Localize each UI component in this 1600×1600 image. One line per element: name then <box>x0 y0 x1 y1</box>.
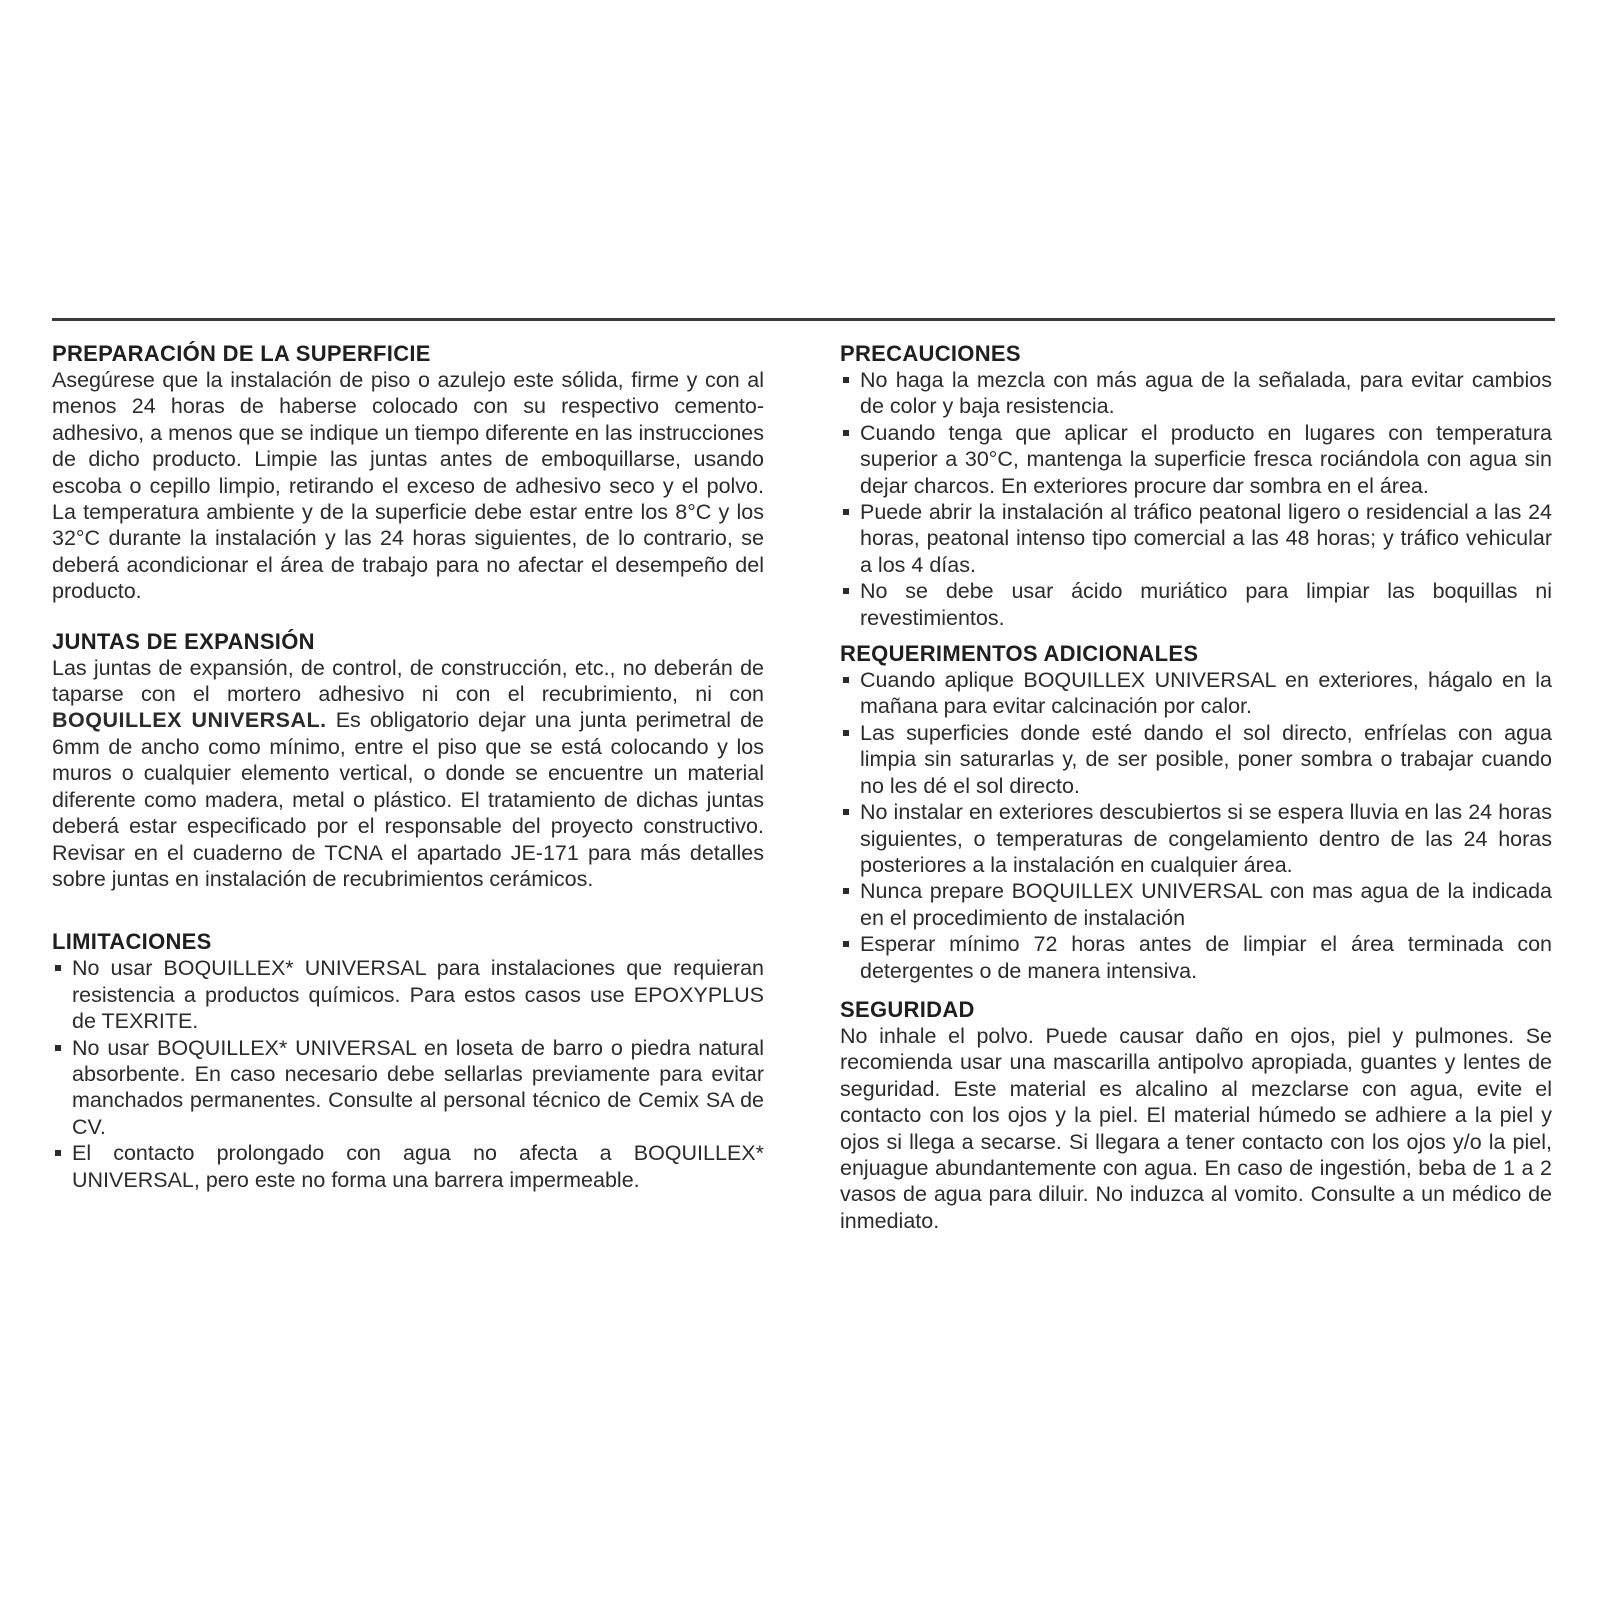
section-juntas <box>52 628 764 893</box>
section-text: Asegúrese que la instalación de piso o azulejo este sólida, firme y con al menos 24 horas de haberse colocado con su respectivo cemento- adhesivo, a menos que se indique un tiempo diferente en las instrucciones de dicho producto. Limpie las juntas antes de emboquillarse, usando escoba o cepillo limpio, retirando el exceso de adhesivo seco y el polvo. La temperatura ambiente y de la superficie debe estar entre los 8°C y los 32°C durante la instalación y las 24 horas siguientes, de lo contrario, se deberá acondicionar el área de trabajo para no afectar el desempeño del producto. <box>52 368 764 604</box>
section-text <box>52 655 764 893</box>
section-limitaciones <box>52 928 764 1193</box>
top-divider-line <box>52 318 1555 321</box>
list-item: Esperar mínimo 72 horas antes de limpiar el área terminada con detergentes o de manera intensiva. <box>840 931 1552 984</box>
list-item: No haga la mezcla con más agua de la señalada, para evitar cambios de color y baja resistencia. <box>840 367 1552 420</box>
list-item: No se debe usar ácido muriático para limpiar las boquillas ni revestimientos. <box>840 578 1552 631</box>
list-item: Las superficies donde esté dando el sol directo, enfríelas con agua limpia sin saturarlas y, de ser posible, poner sombra o trabajar cuando no les dé el sol directo. <box>840 720 1552 799</box>
list-item: No usar BOQUILLEX* UNIVERSAL para instalaciones que requieran resistencia a productos químicos. Para estos casos use EPOXYPLUS de TEXRITE. <box>52 955 764 1034</box>
list-item: Cuando aplique BOQUILLEX UNIVERSAL en exteriores, hágalo en la mañana para evitar calcinación por calor. <box>840 667 1552 720</box>
section-preparacion <box>52 340 764 605</box>
list-item: No usar BOQUILLEX* UNIVERSAL en loseta de barro o piedra natural absorbente. En caso necesario debe sellarlas previamente para evitar manchados permanentes. Consulte al personal técnico de Cemix SA de CV. <box>52 1035 764 1141</box>
list-item: Cuando tenga que aplicar el producto en lugares con temperatura superior a 30°C, mantenga la superficie fresca rociándola con agua sin dejar charcos. En exteriores procure dar sombra en el área. <box>840 420 1552 499</box>
list-item: No instalar en exteriores descubiertos si se espera lluvia en las 24 horas siguientes, o temperaturas de congelamiento dentro de las 24 horas posteriores a la instalación en cualquier área. <box>840 799 1552 878</box>
left-column <box>52 340 764 1193</box>
list-item: Nunca prepare BOQUILLEX UNIVERSAL con mas agua de la indicada en el procedimiento de instalación <box>840 878 1552 931</box>
product-name: BOQUILLEX UNIVERSAL. <box>52 708 327 733</box>
section-title: PREPARACIÓN DE LA SUPERFICIE <box>52 341 431 366</box>
list-item: El contacto prolongado con agua no afecta a BOQUILLEX* UNIVERSAL, pero este no forma una barrera impermeable. <box>52 1140 764 1193</box>
bullet-list <box>840 367 1552 631</box>
right-column <box>840 340 1552 1234</box>
bullet-list <box>52 955 764 1193</box>
section-title: SEGURIDAD <box>840 996 975 1022</box>
section-requerimientos <box>840 640 1552 984</box>
section-title: LIMITACIONES <box>52 929 212 955</box>
section-title: JUNTAS DE EXPANSIÓN <box>52 628 315 654</box>
section-seguridad <box>840 996 1552 1234</box>
section-precauciones <box>840 340 1552 631</box>
list-item: Puede abrir la instalación al tráfico peatonal ligero o residencial a las 24 horas, peatonal intenso tipo comercial a las 48 horas; y tráfico vehicular a los 4 días. <box>840 499 1552 578</box>
text-after-product: Es obligatorio dejar una junta perimetral de 6mm de ancho como mínimo, entre el piso que se está colocando y los muros o cualquier elemento vertical, o donde se encuentre un material diferente como madera, metal o plástico. El tratamiento de dichas juntas deberá estar especificado por el responsable del proyecto constructivo. Revisar en el cuaderno de TCNA el apartado JE-171 para más detalles sobre juntas en instalación de recubrimientos cerámicos. <box>52 708 764 891</box>
bullet-list <box>840 667 1552 984</box>
section-title: REQUERIMENTOS ADICIONALES <box>840 641 1199 667</box>
section-title: PRECAUCIONES <box>840 341 1021 366</box>
section-text: No inhale el polvo. Puede causar daño en ojos, piel y pulmones. Se recomienda usar una mascarilla antipolvo apropiada, guantes y lentes de seguridad. Este material es alcalino al mezclarse con agua, evite el contacto con los ojos y la piel. El material húmedo se adhiere a la piel y ojos si llega a secarse. Si llegara a tener contacto con los ojos y/o la piel, enjuague abundantemente con agua. En caso de ingestión, beba de 1 a 2 vasos de agua para diluir. No induzca al vomito. Consulte a un médico de inmediato. <box>840 1023 1552 1233</box>
text-before-product: Las juntas de expansión, de control, de construcción, etc., no deberán de taparse con el mortero adhesivo ni con el recubrimiento, ni con <box>52 655 764 707</box>
